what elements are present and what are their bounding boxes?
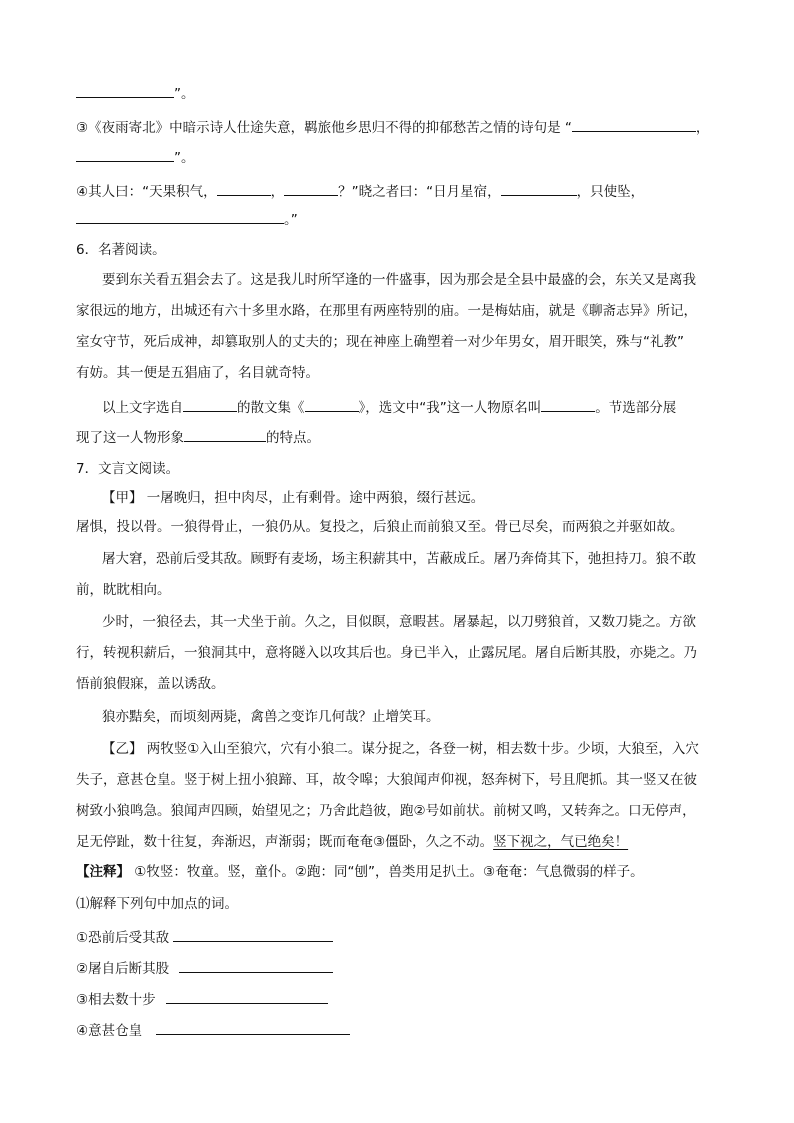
answer-blank[interactable] [501, 180, 577, 196]
passage-yi-line [102, 739, 699, 759]
question-4-cont [76, 208, 298, 230]
text: 足无停趾，数十往复，奔渐迟，声渐弱；既而奄奄③僵卧，久之不动。 [76, 834, 494, 850]
passage-line: 少时，一狼径去，其一犬坐于前。久之，目似瞑，意暇甚。屠暴起，以刀劈狼首，又数刀毙之。方欲 [102, 614, 696, 630]
text: ”。 [174, 150, 195, 166]
passage-line: 屠大窘，恐前后受其敌。顾野有麦场，场主积薪其中，苫蔽成丘。屠乃奔倚其下，弛担持刀。狼不敢 [102, 551, 696, 567]
passage-line: 树致小狼鸣急。狼闻声四顾，始望见之；乃舍此趋彼，跑②号如前状。前树又鸣，又转奔之。口无停声， [76, 803, 696, 819]
passage-line: 室女守节，死后成神，却篡取别人的丈夫的；现在神座上确塑着一对少年男女，眉开眼笑，殊与“礼教” [76, 334, 684, 350]
sub-item-text: ②屠自后断其股 [76, 961, 170, 977]
answer-blank[interactable] [184, 426, 266, 442]
question-3 [76, 116, 709, 138]
poem-line-tail [76, 82, 195, 104]
question-6-prompt [102, 396, 676, 418]
passage-line: 失子，意甚仓皇。竖于树上扭小狼蹄、耳，故令嗥；大狼闻声仰视，怒奔树下，号且爬抓。其一竖又在彼 [76, 772, 697, 788]
answer-blank[interactable] [173, 926, 333, 942]
sub-item [76, 957, 333, 979]
sub-item [76, 988, 328, 1010]
answer-blank[interactable] [541, 396, 595, 412]
text: ， [270, 184, 285, 200]
section-label: 【乙】 [102, 741, 143, 757]
text: 两牧竖①入山至狼穴，穴有小狼二。谋分捉之，各登一树，相去数十步。少顷，大狼至，入穴 [142, 741, 699, 757]
sub-item [76, 1019, 350, 1041]
answer-blank[interactable] [217, 180, 271, 196]
text: 。” [284, 212, 298, 228]
answer-blank[interactable] [183, 396, 237, 412]
passage-line: 前，眈眈相向。 [76, 582, 171, 598]
passage-jia-line [102, 488, 484, 508]
answer-blank[interactable] [76, 208, 284, 224]
annotation-label: 【注释】 [76, 864, 130, 880]
text: 的散文集《 [237, 400, 305, 416]
text: ， [695, 120, 710, 136]
passage-line: 有妨。其一便是五猖庙了，名目就奇特。 [76, 365, 319, 381]
answer-blank[interactable] [166, 988, 328, 1004]
question-3-cont [76, 146, 195, 168]
passage-line: 要到东关看五猖会去了。这是我儿时所罕逢的一件盛事，因为那会是全县中最盛的会，东关又是离我 [102, 272, 696, 288]
question-text: ④其人曰：“天果积气， [76, 184, 217, 200]
text: ”。 [174, 86, 195, 102]
sub-item-text: ④意甚仓皇 [76, 1023, 143, 1039]
underlined-sentence: 竖下视之，气已绝矣！ [493, 834, 629, 850]
passage-line: 悟前狼假寐，盖以诱敌。 [76, 676, 225, 692]
text: 。节选部分展 [595, 400, 677, 416]
answer-blank[interactable] [305, 396, 359, 412]
sub-item-text: ①恐前后受其敌 [76, 930, 170, 946]
passage-line: 狼亦黠矣，而顷刻两毙，禽兽之变诈几何哉？止增笑耳。 [102, 709, 440, 725]
text: 的特点。 [266, 430, 320, 446]
annotation-text: ①牧竖：牧童。竖，童仆。②跑：同“刨”，兽类用足扒土。③奄奄：气息微弱的样子。 [130, 864, 644, 880]
question-4 [76, 180, 644, 202]
text: ，只使坠， [576, 184, 645, 200]
passage-line: 屠惧，投以骨。一狼得骨止，一狼仍从。复投之，后狼止而前狼又至。骨已尽矣，而两狼之并驱如故。 [76, 519, 684, 535]
passage-line [76, 832, 628, 852]
text: 现了这一人物形象 [76, 430, 184, 446]
text: 》，选文中“我”这一人物原名叫 [358, 400, 542, 416]
answer-blank[interactable] [156, 1019, 350, 1035]
sub-question-1: ⑴解释下列句中加点的词。 [76, 896, 238, 912]
answer-blank[interactable] [284, 180, 338, 196]
text: 一屠晚归，担中肉尽，止有剩骨。途中两狼，缀行甚远。 [142, 490, 485, 506]
section-label: 【甲】 [102, 490, 143, 506]
answer-blank[interactable] [76, 82, 174, 98]
question-text: ③《夜雨寄北》中暗示诗人仕途失意，羁旅他乡思归不得的抑郁愁苦之情的诗句是 “ [76, 120, 572, 136]
sub-item-text: ③相去数十步 [76, 992, 156, 1008]
answer-blank[interactable] [572, 116, 696, 132]
answer-blank[interactable] [179, 957, 333, 973]
text: ？”晓之者曰：“日月星宿， [338, 184, 501, 200]
question-6-prompt-cont [76, 426, 320, 448]
text: 以上文字选自 [102, 400, 183, 416]
sub-item [76, 926, 333, 948]
question-6-heading: 6．名著阅读。 [76, 242, 166, 258]
annotation [76, 862, 644, 882]
passage-line: 家很远的地方，出城还有六十多里水路，在那里有两座特别的庙。一是梅姑庙，就是《聊斋志异》所记， [76, 303, 697, 319]
question-7-heading: 7．文言文阅读。 [76, 461, 180, 477]
passage-line: 行，转视积薪后，一狼洞其中，意将隧入以攻其后也。身已半入，止露尻尾。屠自后断其股，亦毙之。乃 [76, 645, 697, 661]
answer-blank[interactable] [76, 146, 174, 162]
